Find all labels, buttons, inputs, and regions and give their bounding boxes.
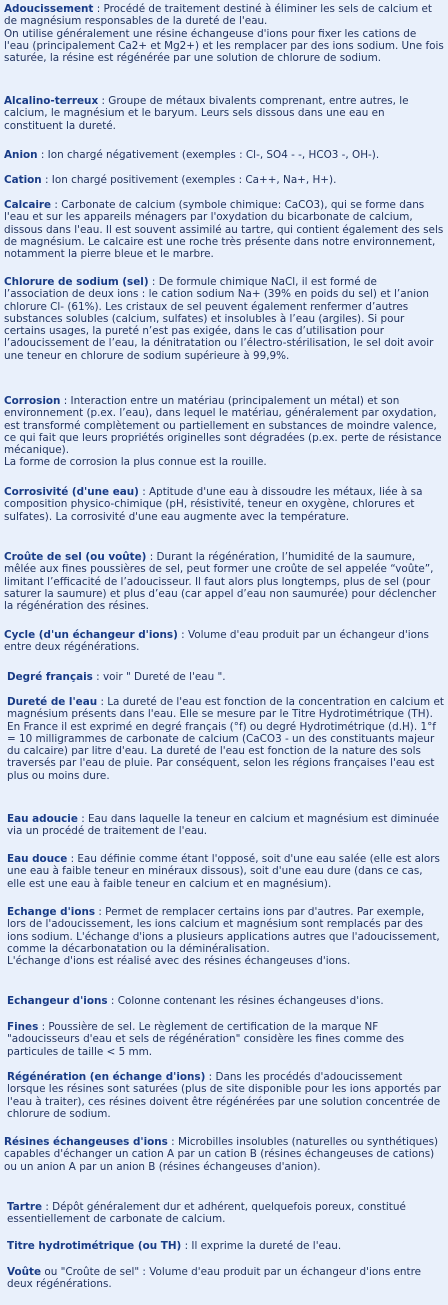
glossary-entry-echange-dions [7, 906, 444, 967]
definition-eau-douce: : Eau définie comme étant l'opposé, soit d'une eau salée (elle est alors une eau à faible teneur en minéraux dissous), soit d'une eau dure (dans ce cas, elle est une eau à faible teneur en calcium et en magnésium). [7, 853, 440, 890]
glossary-entry-cation [4, 174, 444, 186]
term-corrosivite: Corrosivité (d'une eau) [4, 486, 139, 498]
term-resines-echangeuses: Résines échangeuses d'ions [4, 1136, 168, 1148]
definition-alcalino-terreux: : Groupe de métaux bivalents comprenant, entre autres, le calcium, le magnésium et le baryum. Leurs sels dissous dans une eau en constituent la dureté. [4, 95, 409, 132]
definition-adoucissement-continued: On utilise généralement une résine échangeuse d'ions pour fixer les cations de l'eau (principalement Ca2+ et Mg2+) et les remplacer par des ions sodium. Une fois saturée, la résine est régénérée par une solution de chlorure de sodium. [4, 27, 444, 65]
term-titre-hydrotimetrique: Titre hydrotimétrique (ou TH) [7, 1240, 182, 1252]
glossary-entry-voute [7, 1266, 444, 1291]
glossary-entry-fines [7, 1021, 444, 1058]
glossary-entry-corrosion [4, 395, 444, 469]
glossary-entry-degre-francais [7, 671, 444, 683]
term-cation: Cation [4, 174, 42, 186]
definition-degre-francais: : voir " Dureté de l'eau ". [92, 671, 226, 683]
glossary-entry-echangeur-dions [7, 995, 444, 1007]
definition-durete-de-leau: : La dureté de l'eau est fonction de la concentration en calcium et magnésium présents dans l'eau. Elle se mesure par le Titre Hydrotimétrique (TH). En France il est exprimé en degré français (°f) ou degré Hydrotimétrique (d.H). 1°f = 10 milligrammes de carbonate de calcium (CaCO3 - un des constituants majeur du calcaire) par litre d'eau. La dureté de l'eau est fonction de la nature des sols traversés par l'eau de pluie. Par conséquent, selon les régions françaises l'eau est plus ou moins dure. [7, 696, 444, 782]
definition-calcaire: : Carbonate de calcium (symbole chimique: CaCO3), qui se forme dans l'eau et sur les appareils ménagers par l'oxydation du bicarbonate de calcium, dissous dans l'eau. Il est souvent assimilé au tartre, qui contient également des sels de magnésium. Le calcaire est une roche très présente dans notre environnement, notamment la pierre bleue et le marbre. [4, 199, 444, 261]
glossary-entry-eau-douce [7, 853, 444, 890]
term-croute-de-sel: Croûte de sel (ou voûte) [4, 551, 147, 563]
definition-resines-echangeuses: : Microbilles insolubles (naturelles ou synthétiques) capables d'échanger un cation A par un cation B (résines échangeuses de cations) ou un anion A par un anion B (résines échangeuses d'anion). [4, 1136, 439, 1173]
term-durete-de-leau: Dureté de l'eau [7, 696, 98, 708]
term-degre-francais: Degré français [7, 671, 93, 683]
term-tartre: Tartre [7, 1201, 43, 1213]
definition-regeneration: : Dans les procédés d'adoucissement lorsque les résines sont saturées (plus de site disponible pour les ions apportés par l'eau à traiter), ces résines doivent être régénérées par une solution concentrée de chlorure de sodium. [7, 1071, 441, 1120]
glossary-entry-calcaire [4, 199, 444, 260]
glossary-entry-cycle [4, 629, 444, 654]
glossary-entry-adoucissement [4, 3, 444, 64]
definition-tartre: : Dépôt généralement dur et adhérent, quelquefois poreux, constitué essentiellement de carbonate de calcium. [7, 1201, 406, 1226]
glossary-entry-tartre [7, 1201, 444, 1226]
definition-adoucissement: : Procédé de traitement destiné à éliminer les sels de calcium et de magnésium responsables de la dureté de l'eau. [4, 3, 433, 28]
term-alcalino-terreux: Alcalino-terreux [4, 95, 99, 107]
glossary-entry-eau-adoucie [7, 813, 444, 838]
definition-corrosion-continued: La forme de corrosion la plus connue est la rouille. [4, 456, 267, 469]
term-voute: Voûte [7, 1266, 42, 1278]
definition-chlorure-de-sodium: : De formule chimique NaCl, il est formé de l’association de deux ions : le cation sodium Na+ (39% en poids du sel) et l’anion chlorure Cl- (61%). Les cristaux de sel peuvent également renfermer d’autres substances solubles (calcium, sulfates) et insolubles à l’eau (argiles). Si pour certains usages, la pureté n’est pas exigée, dans le cas d’utilisation pour l’adoucissement de l’eau, la dénitratation ou l’électro-stérilisation, le sel doit avoir une teneur en chlorure de sodium supérieure à 99,9%. [4, 276, 434, 362]
definition-echangeur-dions: : Colonne contenant les résines échangeuses d'ions. [107, 995, 384, 1007]
glossary-entry-durete-de-leau [7, 696, 444, 782]
definition-cycle: : Volume d'eau produit par un échangeur d'ions entre deux régénérations. [4, 629, 429, 654]
definition-echange-dions: : Permet de remplacer certains ions par d'autres. Par exemple, lors de l'adoucissement, les ions calcium et magnésium sont remplacés par des ions sodium. L'échange d'ions a plusieurs applications autres que l'adoucissement, comme la décarbonatation ou la déminéralisation. [7, 906, 440, 955]
term-eau-douce: Eau douce [7, 853, 68, 865]
definition-echange-dions-continued: L'échange d'ions est réalisé avec des résines échangeuses d'ions. [7, 955, 351, 968]
glossary-entry-regeneration [7, 1071, 444, 1120]
term-eau-adoucie: Eau adoucie [7, 813, 78, 825]
definition-fines: : Poussière de sel. Le règlement de certification de la marque NF "adoucisseurs d'eau et sels de régénération" considère les fines comme des particules de taille < 5 mm. [7, 1021, 405, 1058]
definition-corrosion: : Interaction entre un matériau (principalement un métal) et son environnement (p.ex. l’eau), dans lequel le matériau, généralement par oxydation, est transformé complètement ou partiellement en substances de moindre valence, ce qui fait que leurs propriétés originelles sont dégradées (p.ex. perte de résistance mécanique). [4, 395, 442, 457]
term-calcaire: Calcaire [4, 199, 52, 211]
glossary-entry-croute-de-sel [4, 551, 444, 612]
glossary-entry-resines-echangeuses [4, 1136, 444, 1173]
term-adoucissement: Adoucissement [4, 3, 94, 15]
definition-cation: : Ion chargé positivement (exemples : Ca++, Na+, H+). [41, 174, 337, 186]
term-corrosion: Corrosion [4, 395, 61, 407]
term-chlorure-de-sodium: Chlorure de sodium (sel) [4, 276, 149, 288]
glossary-entry-corrosivite [4, 486, 444, 523]
glossary-entry-chlorure-de-sodium [4, 276, 444, 362]
term-cycle: Cycle (d'un échangeur d'ions) [4, 629, 178, 641]
term-fines: Fines [7, 1021, 39, 1033]
definition-titre-hydrotimetrique: : Il exprime la dureté de l'eau. [181, 1240, 342, 1252]
definition-eau-adoucie: : Eau dans laquelle la teneur en calcium et magnésium est diminuée via un procédé de traitement de l'eau. [7, 813, 440, 838]
definition-croute-de-sel: : Durant la régénération, l’humidité de la saumure, mêlée aux fines poussières de sel, peut former une croûte de sel appelée “voûte”, limitant l’efficacité de l’adoucisseur. Il faut alors plus longtemps, plus de sel (pour saturer la saumure) et plus d’eau (car appel d’eau non saumurée) pour déclencher la régénération des résines. [4, 551, 437, 613]
term-anion: Anion [4, 149, 38, 161]
glossary-entry-alcalino-terreux [4, 95, 444, 132]
glossary-entry-titre-hydrotimetrique [7, 1240, 444, 1252]
definition-voute: ou "Croûte de sel" : Volume d'eau produit par un échangeur d'ions entre deux régénérations. [7, 1266, 422, 1291]
term-echangeur-dions: Echangeur d'ions [7, 995, 108, 1007]
definition-anion: : Ion chargé négativement (exemples : Cl-, SO4 - -, HCO3 -, OH-). [37, 149, 380, 161]
term-regeneration: Régénération (en échange d'ions) [7, 1071, 206, 1083]
term-echange-dions: Echange d'ions [7, 906, 96, 918]
glossary-entry-anion [4, 149, 444, 161]
definition-corrosivite: : Aptitude d'une eau à dissoudre les métaux, liée à sa composition physico-chimique (pH, résistivité, teneur en oxygène, chlorures et sulfates). La corrosivité d'une eau augmente avec la température. [4, 486, 423, 523]
